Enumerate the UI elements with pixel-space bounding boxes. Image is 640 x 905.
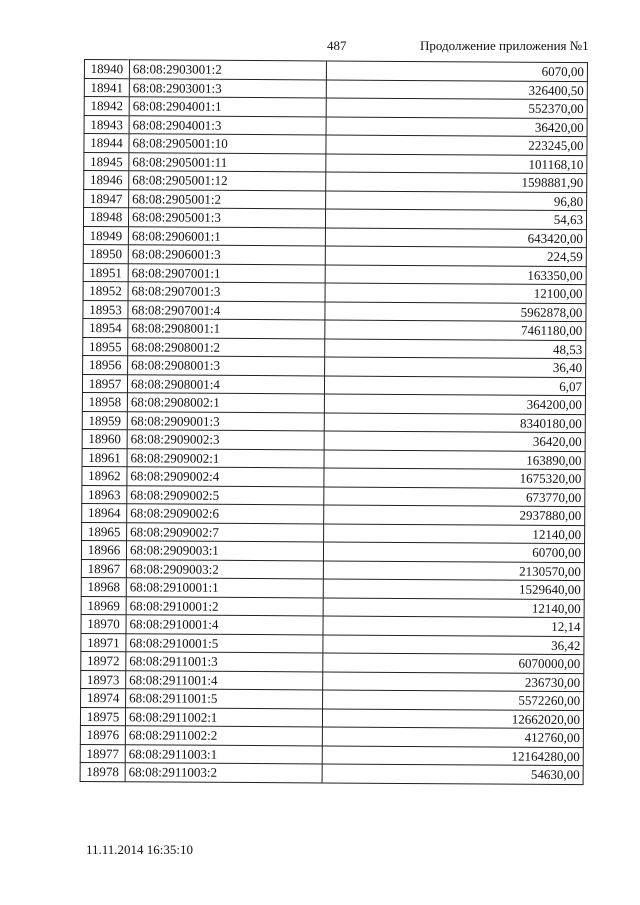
cadastral-number: 68:08:2911001:3 — [126, 652, 323, 672]
cadastral-value: 36420,00 — [324, 431, 585, 451]
cadastral-number: 68:08:2904001:3 — [129, 115, 326, 135]
cadastral-number: 68:08:2909003:2 — [126, 559, 323, 579]
table-row — [80, 762, 583, 784]
cadastral-number: 68:08:2907001:4 — [128, 300, 325, 320]
row-number: 18958 — [82, 392, 127, 411]
cadastral-value: 412760,00 — [322, 727, 583, 747]
cadastral-number: 68:08:2909002:1 — [127, 448, 324, 468]
cadastral-number: 68:08:2905001:3 — [128, 208, 325, 228]
cadastral-number: 68:08:2909003:1 — [126, 541, 323, 561]
cadastral-value: 163890,00 — [324, 449, 585, 469]
cadastral-value: 2130570,00 — [323, 560, 584, 580]
cadastral-value: 96,80 — [326, 190, 587, 210]
cadastral-number: 68:08:2909002:6 — [127, 504, 324, 524]
row-number: 18952 — [83, 281, 128, 300]
cadastral-value: 364200,00 — [324, 394, 585, 414]
row-number: 18966 — [81, 540, 126, 559]
cadastral-value: 6070,00 — [326, 61, 587, 81]
row-number: 18971 — [81, 633, 126, 652]
cadastral-value: 7461180,00 — [325, 320, 586, 340]
cadastral-value: 1675320,00 — [324, 468, 585, 488]
cadastral-value: 8340180,00 — [324, 412, 585, 432]
row-number: 18965 — [82, 522, 127, 541]
cadastral-number: 68:08:2909002:7 — [127, 522, 324, 542]
cadastral-value: 236730,00 — [323, 671, 584, 691]
row-number: 18969 — [81, 596, 126, 615]
page-number: 487 — [327, 38, 347, 53]
row-number: 18957 — [82, 374, 127, 393]
cadastral-value: 101168,10 — [326, 153, 587, 173]
cadastral-values-table — [80, 59, 588, 785]
cadastral-number: 68:08:2911001:5 — [126, 689, 323, 709]
cadastral-number: 68:08:2904001:1 — [129, 97, 326, 117]
row-number: 18951 — [83, 263, 128, 282]
cadastral-number: 68:08:2909002:3 — [127, 430, 324, 450]
row-number: 18946 — [84, 171, 129, 190]
row-number: 18947 — [84, 189, 129, 208]
appendix-title: Продолжение приложения №1 — [420, 38, 589, 53]
cadastral-number: 68:08:2907001:1 — [128, 263, 325, 283]
row-number: 18970 — [81, 614, 126, 633]
cadastral-value: 12140,00 — [323, 597, 584, 617]
cadastral-number: 68:08:2908001:1 — [128, 319, 325, 339]
row-number: 18942 — [84, 97, 129, 116]
cadastral-value: 48,53 — [325, 338, 586, 358]
row-number: 18940 — [84, 60, 129, 79]
cadastral-number: 68:08:2903001:2 — [129, 60, 326, 80]
cadastral-number: 68:08:2911003:2 — [125, 763, 322, 783]
cadastral-value: 552370,00 — [326, 98, 587, 118]
cadastral-value: 6,07 — [324, 375, 585, 395]
cadastral-value: 36,40 — [325, 357, 586, 377]
table-body — [80, 60, 587, 785]
cadastral-value: 36,42 — [323, 634, 584, 654]
row-number: 18949 — [83, 226, 128, 245]
cadastral-value: 643420,00 — [325, 227, 586, 247]
cadastral-value: 12164280,00 — [322, 745, 583, 765]
cadastral-number: 68:08:2905001:2 — [129, 189, 326, 209]
cadastral-number: 68:08:2910001:4 — [126, 615, 323, 635]
row-number: 18974 — [81, 688, 126, 707]
cadastral-number: 68:08:2906001:3 — [128, 245, 325, 265]
row-number: 18953 — [83, 300, 128, 319]
row-number: 18943 — [84, 115, 129, 134]
row-number: 18945 — [84, 152, 129, 171]
cadastral-number: 68:08:2906001:1 — [128, 226, 325, 246]
cadastral-value: 2937880,00 — [324, 505, 585, 525]
row-number: 18975 — [80, 707, 125, 726]
row-number: 18954 — [83, 318, 128, 337]
cadastral-number: 68:08:2905001:11 — [129, 152, 326, 172]
cadastral-value: 12,14 — [323, 616, 584, 636]
cadastral-number: 68:08:2907001:3 — [128, 282, 325, 302]
cadastral-number: 68:08:2908001:3 — [128, 356, 325, 376]
cadastral-value: 326400,50 — [326, 79, 587, 99]
row-number: 18960 — [82, 429, 127, 448]
cadastral-value: 223245,00 — [326, 135, 587, 155]
cadastral-number: 68:08:2909002:5 — [127, 485, 324, 505]
row-number: 18973 — [81, 670, 126, 689]
cadastral-number: 68:08:2908001:2 — [128, 337, 325, 357]
row-number: 18956 — [83, 355, 128, 374]
row-number: 18962 — [82, 466, 127, 485]
cadastral-number: 68:08:2911002:1 — [125, 707, 322, 727]
cadastral-value: 224,59 — [325, 246, 586, 266]
row-number: 18950 — [83, 244, 128, 263]
row-number: 18955 — [83, 337, 128, 356]
cadastral-number: 68:08:2903001:3 — [129, 78, 326, 98]
cadastral-value: 5572260,00 — [323, 690, 584, 710]
cadastral-value: 54,63 — [325, 209, 586, 229]
cadastral-value: 163350,00 — [325, 264, 586, 284]
cadastral-number: 68:08:2909001:3 — [127, 411, 324, 431]
print-timestamp: 11.11.2014 16:35:10 — [86, 842, 194, 857]
cadastral-number: 68:08:2905001:12 — [129, 171, 326, 191]
cadastral-number: 68:08:2910001:5 — [126, 633, 323, 653]
cadastral-value: 1598881,90 — [326, 172, 587, 192]
row-number: 18977 — [80, 744, 125, 763]
row-number: 18964 — [82, 503, 127, 522]
row-number: 18959 — [82, 411, 127, 430]
cadastral-value: 673770,00 — [324, 486, 585, 506]
cadastral-number: 68:08:2909002:4 — [127, 467, 324, 487]
cadastral-number: 68:08:2911002:2 — [125, 726, 322, 746]
cadastral-value: 12140,00 — [324, 523, 585, 543]
row-number: 18948 — [83, 208, 128, 227]
cadastral-value: 36420,00 — [326, 116, 587, 136]
cadastral-value: 5962878,00 — [325, 301, 586, 321]
cadastral-value: 12662020,00 — [322, 708, 583, 728]
row-number: 18978 — [80, 762, 125, 781]
cadastral-value: 12100,00 — [325, 283, 586, 303]
cadastral-number: 68:08:2910001:2 — [126, 596, 323, 616]
row-number: 18976 — [80, 725, 125, 744]
cadastral-number: 68:08:2911001:4 — [126, 670, 323, 690]
cadastral-number: 68:08:2905001:10 — [129, 134, 326, 154]
cadastral-value: 1529640,00 — [323, 579, 584, 599]
cadastral-value: 6070000,00 — [323, 653, 584, 673]
row-number: 18967 — [81, 559, 126, 578]
cadastral-number: 68:08:2908002:1 — [127, 393, 324, 413]
row-number: 18944 — [84, 134, 129, 153]
cadastral-value: 54630,00 — [322, 764, 583, 784]
row-number: 18968 — [81, 577, 126, 596]
cadastral-number: 68:08:2911003:1 — [125, 744, 322, 764]
cadastral-value: 60700,00 — [323, 542, 584, 562]
row-number: 18941 — [84, 78, 129, 97]
row-number: 18963 — [82, 485, 127, 504]
cadastral-number: 68:08:2910001:1 — [126, 578, 323, 598]
row-number: 18972 — [81, 651, 126, 670]
cadastral-number: 68:08:2908001:4 — [127, 374, 324, 394]
row-number: 18961 — [82, 448, 127, 467]
